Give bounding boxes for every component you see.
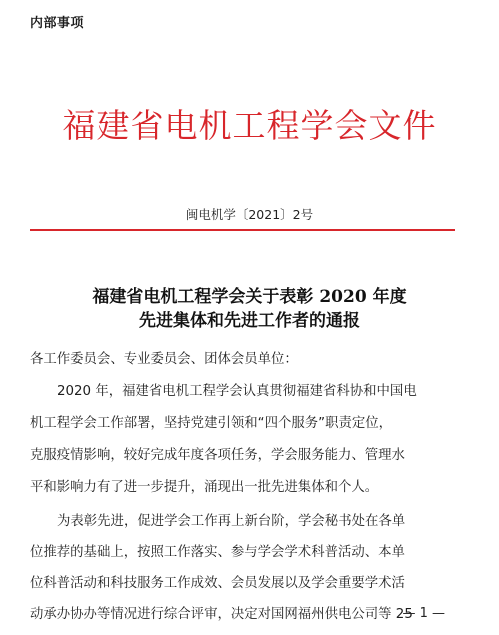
body-line: 位推荐的基础上，按照工作落实、参与学会学术科普活动、本单 (30, 545, 405, 560)
document-number: 闽电机学〔2021〕2号 (185, 207, 314, 222)
internal-tag: 内部事项 (30, 16, 85, 31)
red-divider-rule (30, 229, 455, 231)
document-title-line-1: 福建省电机工程学会关于表彰 2020 年度 (92, 287, 407, 307)
body-line: 克服疫情影响，较好完成年度各项任务，学会服务能力、管理水 (30, 448, 405, 463)
body-line: 为表彰先进，促进学会工作再上新台阶，学会秘书处在各单 (57, 514, 406, 529)
org-header-title: 福建省电机工程学会文件 (62, 106, 437, 145)
body-line: 机工程学会工作部署，坚持党建引领和“四个服务”职责定位， (30, 416, 393, 431)
body-line: 位科普活动和科技服务工作成效、会员发展以及学会重要学术活 (30, 576, 405, 591)
salutation: 各工作委员会、专业委员会、团体会员单位： (30, 352, 298, 367)
page-number: — 1 — (402, 606, 445, 621)
document-title-line-2: 先进集体和先进工作者的通报 (139, 311, 360, 331)
body-line: 2020 年，福建省电机工程学会认真贯彻福建省科协和中国电 (57, 384, 417, 399)
body-line: 动承办协办等情况进行综合评审，决定对国网福州供电公司等 25 (30, 607, 413, 622)
body-line: 平和影响力有了进一步提升，涌现出一批先进集体和个人。 (30, 480, 379, 495)
